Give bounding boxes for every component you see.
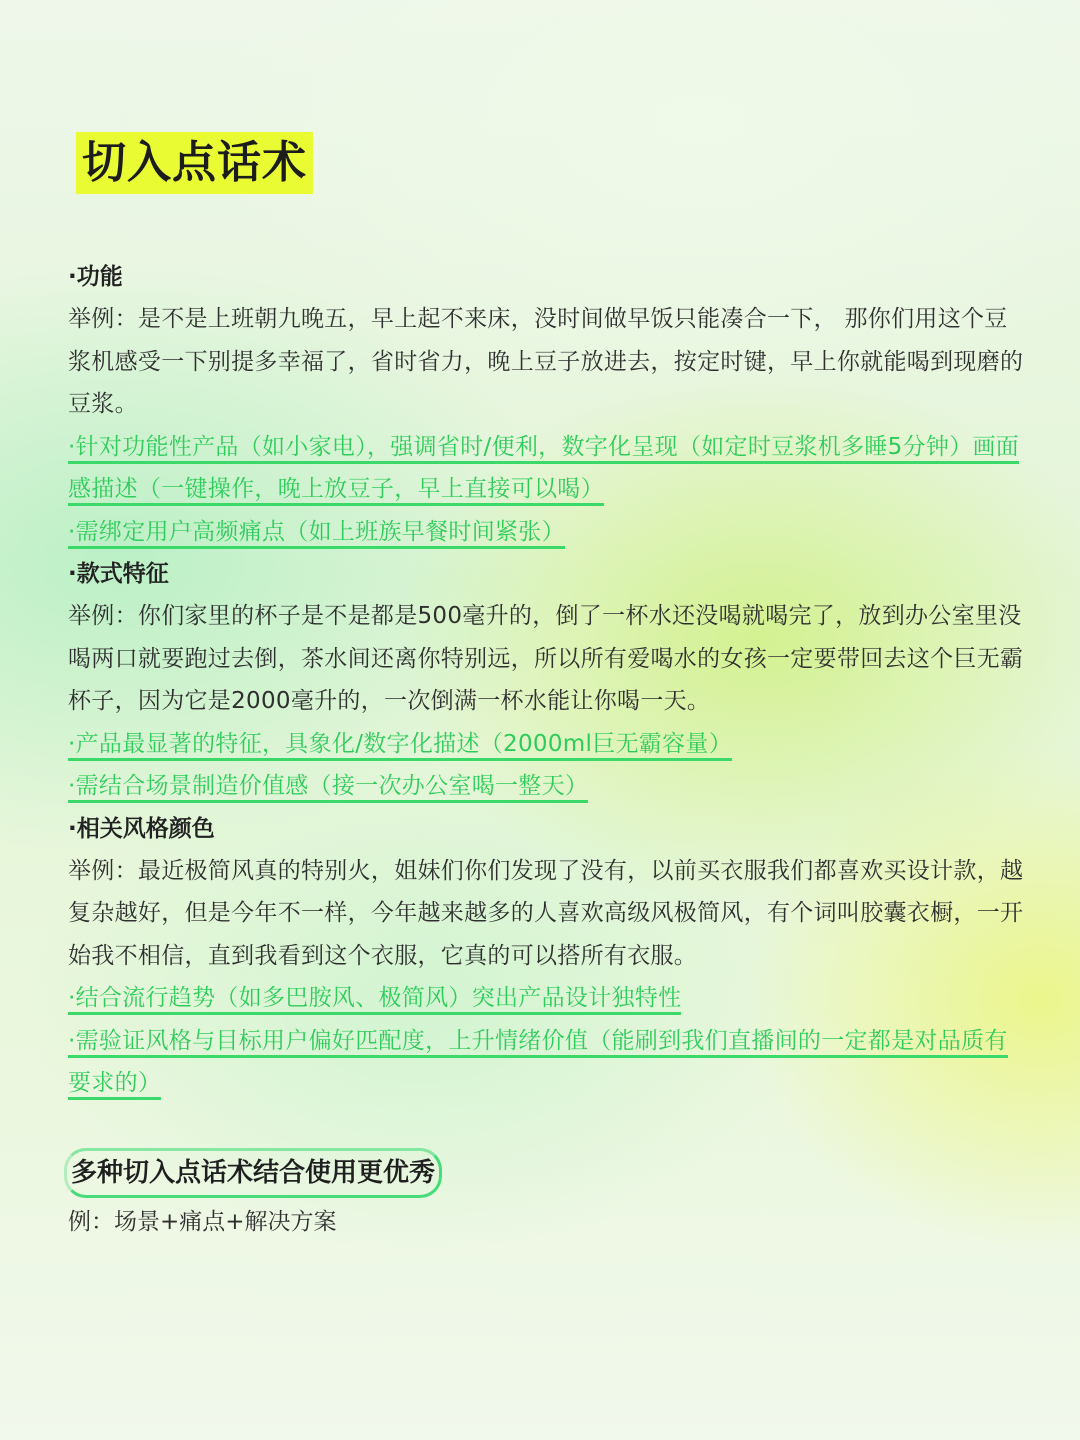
section-function: [68, 256, 1028, 553]
tip-line: [68, 1020, 1028, 1105]
tip-text: ·针对功能性产品（如小家电），强调省时/便利，数字化呈现（如定时豆浆机多睡5分钟）画面感描述（一键操作，晚上放豆子，早上直接可以喝）: [68, 434, 1019, 507]
example-text: 举例：你们家里的杯子是不是都是500毫升的，倒了一杯水还没喝就喝完了，放到办公室里没喝两口就要跑过去倒，茶水间还离你特别远，所以所有爱喝水的女孩一定要带回去这个巨无霸杯子，因为它是2000毫升的，一次倒满一杯水能让你喝一天。: [68, 603, 1024, 714]
section-heading: ·功能: [68, 264, 123, 290]
page-title: 切入点话术: [82, 137, 307, 188]
tip-text: ·产品最显著的特征，具象化/数字化描述（2000ml巨无霸容量）: [68, 731, 732, 761]
tip-text: ·需绑定用户高频痛点（如上班族早餐时间紧张）: [68, 519, 565, 549]
tip-line: [68, 723, 1028, 766]
summary-heading: 多种切入点话术结合使用更优秀: [64, 1148, 442, 1198]
content: [68, 256, 1028, 1105]
summary: [68, 1148, 1028, 1244]
tip-text: ·需结合场景制造价值感（接一次办公室喝一整天）: [68, 773, 588, 803]
tip-text: ·结合流行趋势（如多巴胺风、极简风）突出产品设计独特性: [68, 985, 681, 1015]
tip-line: [68, 426, 1028, 511]
section-heading: ·款式特征: [68, 561, 169, 587]
example-text: 举例：最近极简风真的特别火，姐妹们你们发现了没有，以前买衣服我们都喜欢买设计款，越复杂越好，但是今年不一样，今年越来越多的人喜欢高级风极简风，有个词叫胶囊衣橱，一开始我不相信，直到我看到这个衣服，它真的可以搭所有衣服。: [68, 857, 1024, 969]
section-style-feature: [68, 553, 1028, 808]
title-highlight: [76, 132, 313, 194]
tip-line: [68, 511, 1028, 554]
example-text: 举例：是不是上班朝九晚五，早上起不来床，没时间做早饭只能凑合一下， 那你们用这个豆浆机感受一下别提多幸福了，省时省力，晚上豆子放进去，按定时键，早上你就能喝到现磨的豆浆。: [68, 306, 1024, 417]
tip-text: ·需验证风格与目标用户偏好匹配度，上升情绪价值（能刷到我们直播间的一定都是对品质有要求的）: [68, 1028, 1008, 1101]
tip-line: [68, 765, 1028, 808]
section-heading: ·相关风格颜色: [68, 815, 215, 842]
section-style-color: [68, 808, 1028, 1105]
tip-line: [68, 977, 1028, 1020]
summary-text: 例：场景+痛点+解决方案: [68, 1209, 337, 1235]
